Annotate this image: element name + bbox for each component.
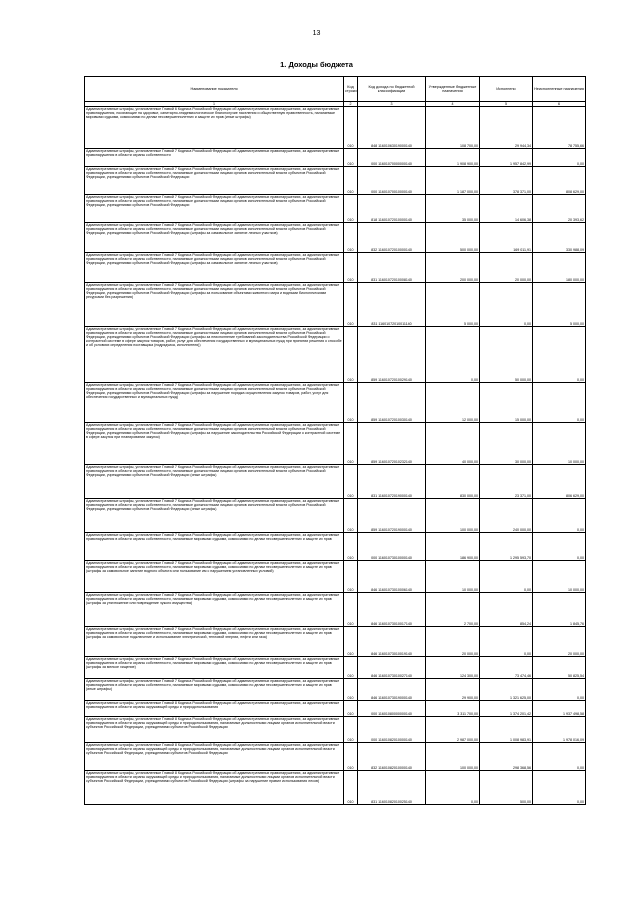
row-line-code: 010 [344,327,358,383]
table-row [85,743,586,771]
row-executed-amount: 169 011,91 [480,223,533,253]
row-line-code: 010 [344,383,358,423]
row-description: Административные штрафы, установленные Главой 7 Кодекса Российской Федерации об административных правонарушениях, за административные правонарушения в области охраны собственности, налагаемые мировыми судьями, комиссиями по делам несовершеннолетних и защите их прав (штрафы за уничтожение или повреждение чужого имущества) [85,593,344,627]
row-executed-amount: 854,24 [480,593,533,627]
row-description: Административные штрафы, установленные Главой 8 Кодекса Российской Федерации об административных правонарушениях, за административные правонарушения в области охраны окружающей среды и природопользования [85,701,344,717]
row-unexecuted-amount: 0,00 [533,149,586,167]
row-unexecuted-amount: 1 937 498,58 [533,701,586,717]
row-classification-code: 846 11601073010006140 [358,561,426,593]
column-header: Исполнено [480,77,533,102]
row-executed-amount: 240 000,00 [480,499,533,533]
row-unexecuted-amount: 10 000,00 [533,561,586,593]
table-row [85,561,586,593]
table-row [85,383,586,423]
row-line-code: 010 [344,283,358,327]
row-classification-code: 846 11601073019000140 [358,679,426,701]
column-number: 4 [426,102,480,107]
row-approved-amount: 3 311 700,00 [426,701,480,717]
row-classification-code: 846 11601073010019140 [358,627,426,657]
row-executed-amount: 1 374 201,42 [480,701,533,717]
row-description: Административные штрафы, установленные Главой 7 Кодекса Российской Федерации об административных правонарушениях, за административные правонарушения в области охраны собственности, налагаемые должностными лицами органов исполнительной власти субъектов Российской Федерации, учреждениями субъектов Российской Федерации (иные штрафы) [85,465,344,499]
row-line-code: 010 [344,253,358,283]
row-classification-code: 832 11601082010000140 [358,743,426,771]
row-line-code: 010 [344,679,358,701]
row-approved-amount: 2 700,00 [426,593,480,627]
row-classification-code: 848 11601063019000140 [358,107,426,149]
column-header: Наименование показателя [85,77,344,102]
row-description: Административные штрафы, установленные Главой 7 Кодекса Российской Федерации об административных правонарушениях, за административные правонарушения в области охраны собственности, налагаемые мировыми судьями, комиссиями по делам несовершеннолетних и защите их прав (штрафы за самовольное занятие водного объекта или пользование им с нарушением установленных условий) [85,561,344,593]
row-executed-amount: 0,00 [480,561,533,593]
column-number: 1 [85,102,344,107]
row-unexecuted-amount: 20 393,62 [533,195,586,223]
table-row [85,423,586,465]
row-description: Административные штрафы, установленные Главой 7 Кодекса Российской Федерации об административных правонарушениях, за административные правонарушения в области охраны собственности, налагаемые должностными лицами органов исполнительной власти субъектов Российской Федерации, учреждениями субъектов Российской Федерации (штрафы за нарушение законодательства Российской Федерации о контрактной системе в сфере закупок при планировании закупок) [85,423,344,465]
row-executed-amount: 23 371,00 [480,465,533,499]
row-approved-amount: 5 000,00 [426,283,480,327]
row-line-code: 010 [344,717,358,743]
row-unexecuted-amount: 1 845,76 [533,593,586,627]
row-executed-amount: 20 000,00 [480,253,533,283]
row-line-code: 010 [344,499,358,533]
row-description: Административные штрафы, установленные Главой 7 Кодекса Российской Федерации об административных правонарушениях, за административные правонарушения в области охраны собственности [85,149,344,167]
row-line-code: 010 [344,771,358,805]
row-classification-code: 832 11601072010000140 [358,223,426,253]
table-header-row [85,77,586,102]
row-approved-amount: 124 300,00 [426,657,480,679]
table-row [85,107,586,149]
row-executed-amount: 1 295 593,70 [480,533,533,561]
row-description: Административные штрафы, установленные Главой 7 Кодекса Российской Федерации об административных правонарушениях, за административные правонарушения в области охраны собственности, налагаемые мировыми судьями, комиссиями по делам несовершеннолетних и защите их прав (штрафы за самовольное подключение и использование электрической, тепловой энергии, нефти или газа) [85,627,344,657]
row-approved-amount: 29 900,00 [426,679,480,701]
row-unexecuted-amount: 0,00 [533,383,586,423]
row-unexecuted-amount: 0,00 [533,679,586,701]
row-approved-amount: 108 700,00 [426,107,480,149]
row-classification-code: 831 11601072010011140 [358,283,426,327]
column-header: Неисполненные назначения [533,77,586,102]
row-executed-amount: 1 321 625,00 [480,679,533,701]
budget-income-table [84,76,586,805]
row-description: Административные штрафы, установленные Главой 6 Кодекса Российской Федерации об административных правонарушениях, за административные правонарушения, посягающие на здоровье, санитарно-эпидемиологическое благополучие населения и общественную нравственность, налагаемые мировыми судьями, комиссиями по делам несовершеннолетних и защите их прав (иные штрафы) [85,107,344,149]
row-line-code: 010 [344,533,358,561]
table-row [85,701,586,717]
row-approved-amount: 10 000,00 [426,561,480,593]
row-classification-code: 000 11601070000000140 [358,149,426,167]
row-executed-amount: 14 606,38 [480,195,533,223]
row-unexecuted-amount: 808 629,00 [533,167,586,195]
row-classification-code: 859 11601072010030140 [358,383,426,423]
row-executed-amount: 0,00 [480,283,533,327]
table-row [85,465,586,499]
row-unexecuted-amount: 0,00 [533,499,586,533]
table-row [85,195,586,223]
row-line-code: 010 [344,195,358,223]
row-unexecuted-amount: 180 000,00 [533,253,586,283]
column-header: Код дохода по бюджетной классификации [358,77,426,102]
table-row [85,533,586,561]
row-line-code: 010 [344,627,358,657]
row-classification-code: 000 11601070010000140 [358,167,426,195]
row-approved-amount: 0,00 [426,771,480,805]
table-row [85,149,586,167]
row-approved-amount: 2 987 000,00 [426,717,480,743]
column-header: Утвержденные бюджетные назначения [426,77,480,102]
row-description: Административные штрафы, установленные Главой 7 Кодекса Российской Федерации об административных правонарушениях, за административные правонарушения в области охраны собственности, налагаемые мировыми судьями, комиссиями по делам несовершеннолетних и защите их прав (штрафы за мелкое хищение) [85,657,344,679]
table-row [85,679,586,701]
table-body [85,107,586,805]
row-approved-amount: 40 000,00 [426,423,480,465]
row-description: Административные штрафы, установленные Главой 8 Кодекса Российской Федерации об административных правонарушениях, за административные правонарушения в области охраны окружающей среды и природопользования, налагаемые должностными лицами органов исполнительной власти субъектов Российской Федерации, учреждениями субъектов Российской Федерации (штрафы за нарушение правил использования лесов) [85,771,344,805]
row-classification-code: 000 11601082010000140 [358,717,426,743]
row-classification-code: 831 11601072010008140 [358,253,426,283]
row-classification-code: 818 11601072010000140 [358,195,426,223]
table-row [85,771,586,805]
row-unexecuted-amount: 10 000,00 [533,423,586,465]
row-line-code: 010 [344,561,358,593]
row-classification-code: 000 11601080000000140 [358,701,426,717]
row-classification-code: 846 11601073010017140 [358,593,426,627]
row-line-code: 010 [344,657,358,679]
row-approved-amount: 830 000,00 [426,465,480,499]
row-executed-amount: 73 474,46 [480,657,533,679]
row-approved-amount: 0,00 [426,327,480,383]
table-row [85,593,586,627]
row-description: Административные штрафы, установленные Главой 7 Кодекса Российской Федерации об административных правонарушениях, за административные правонарушения в области охраны собственности, налагаемые мировыми судьями, комиссиями по делам несовершеннолетних и защите их прав [85,533,344,561]
table-row [85,283,586,327]
row-executed-amount: 298 368,56 [480,743,533,771]
row-classification-code: 859 11601072010029140 [358,327,426,383]
row-unexecuted-amount: 20 000,00 [533,627,586,657]
row-description: Административные штрафы, установленные Главой 7 Кодекса Российской Федерации об административных правонарушениях, за административные правонарушения в области охраны собственности, налагаемые должностными лицами органов исполнительной власти субъектов Российской Федерации, учреждениями субъектов Российской Федерации (штрафы за самовольное занятие лесных участков) [85,253,344,283]
row-line-code: 010 [344,423,358,465]
row-description: Административные штрафы, установленные Главой 7 Кодекса Российской Федерации об административных правонарушениях, за административные правонарушения в области охраны собственности, налагаемые должностными лицами органов исполнительной власти субъектов Российской Федерации, учреждениями субъектов Российской Федерации [85,195,344,223]
row-approved-amount: 20 000,00 [426,627,480,657]
column-number: 2 [344,102,358,107]
row-approved-amount: 186 900,00 [426,533,480,561]
row-approved-amount: 12 000,00 [426,383,480,423]
row-unexecuted-amount: 0,00 [533,327,586,383]
row-classification-code: 846 11601073010027140 [358,657,426,679]
column-number: 3 [358,102,426,107]
row-description: Административные штрафы, установленные Главой 7 Кодекса Российской Федерации об административных правонарушениях, за административные правонарушения в области охраны собственности, налагаемые должностными лицами органов исполнительной власти субъектов Российской Федерации, учреждениями субъектов Российской Федерации (штрафы за нарушение порядка осуществления закупок товаров, работ, услуг для обеспечения государственных и муниципальных нужд) [85,383,344,423]
row-unexecuted-amount: 0,00 [533,743,586,771]
row-executed-amount: 500,00 [480,771,533,805]
row-unexecuted-amount: 50 825,54 [533,657,586,679]
row-executed-amount: 1 957 842,99 [480,149,533,167]
row-approved-amount: 200 000,00 [426,253,480,283]
row-approved-amount: 100 000,00 [426,743,480,771]
row-unexecuted-amount: 0,00 [533,771,586,805]
row-description: Административные штрафы, установленные Главой 7 Кодекса Российской Федерации об административных правонарушениях, за административные правонарушения в области охраны собственности, налагаемые мировыми судьями, комиссиями по делам несовершеннолетних и защите их прав (иные штрафы) [85,679,344,701]
row-classification-code: 859 11601072019000140 [358,499,426,533]
row-classification-code: 831 11601072019000140 [358,465,426,499]
row-executed-amount: 15 000,00 [480,383,533,423]
row-description: Административные штрафы, установленные Главой 7 Кодекса Российской Федерации об административных правонарушениях, за административные правонарушения в области охраны собственности, налагаемые должностными лицами органов исполнительной власти субъектов Российской Федерации, учреждениями субъектов Российской Федерации (штрафы за пользование объектами животного мира и водными биологическими ресурсами без разрешения) [85,283,344,327]
table-row [85,167,586,195]
row-unexecuted-amount: 0,00 [533,533,586,561]
row-executed-amount: 29 944,34 [480,107,533,149]
row-line-code: 010 [344,223,358,253]
row-classification-code: 831 11601082010025140 [358,771,426,805]
row-unexecuted-amount: 330 988,09 [533,223,586,253]
row-approved-amount: 1 908 900,00 [426,149,480,167]
row-unexecuted-amount: 806 629,00 [533,465,586,499]
row-line-code: 010 [344,149,358,167]
column-number: 6 [533,102,586,107]
row-executed-amount: 30 000,00 [480,423,533,465]
table-row [85,717,586,743]
page-title: 1. Доходы бюджета [280,60,353,69]
row-classification-code: 000 11601073010000140 [358,533,426,561]
row-unexecuted-amount: 78 755,66 [533,107,586,149]
row-description: Административные штрафы, установленные Главой 7 Кодекса Российской Федерации об административных правонарушениях, за административные правонарушения в области охраны собственности, налагаемые должностными лицами органов исполнительной власти субъектов Российской Федерации, учреждениями субъектов Российской Федерации [85,167,344,195]
table-row [85,327,586,383]
row-description: Административные штрафы, установленные Главой 7 Кодекса Российской Федерации об административных правонарушениях, за административные правонарушения в области охраны собственности, налагаемые должностными лицами органов исполнительной власти субъектов Российской Федерации, учреждениями субъектов Российской Федерации (иные штрафы) [85,499,344,533]
row-description: Административные штрафы, установленные Главой 8 Кодекса Российской Федерации об административных правонарушениях, за административные правонарушения в области охраны окружающей среды и природопользования, налагаемые должностными лицами органов исполнительной власти субъектов Российской Федерации, учреждениями субъектов Российской Федерации [85,717,344,743]
table-row [85,223,586,253]
row-line-code: 010 [344,701,358,717]
row-classification-code: 859 11601072010232140 [358,423,426,465]
row-executed-amount: 50 000,00 [480,327,533,383]
row-line-code: 010 [344,743,358,771]
row-description: Административные штрафы, установленные Главой 8 Кодекса Российской Федерации об административных правонарушениях, за административные правонарушения в области охраны окружающей среды и природопользования, налагаемые должностными лицами органов исполнительной власти субъектов Российской Федерации, учреждениями субъектов Российской Федерации [85,743,344,771]
row-description: Административные штрафы, установленные Главой 7 Кодекса Российской Федерации об административных правонарушениях, за административные правонарушения в области охраны собственности, налагаемые должностными лицами органов исполнительной власти субъектов Российской Федерации, учреждениями субъектов Российской Федерации (штрафы за неисполнение требований законодательства Российской Федерации о контрактной системе в сфере закупок товаров, работ, услуг для обеспечения государственных и муниципальных нужд при принятии решения о способе и об условиях определения поставщика (подрядчика, исполнителя)) [85,327,344,383]
table-row [85,627,586,657]
column-header: Код строки [344,77,358,102]
row-line-code: 010 [344,167,358,195]
table-row [85,499,586,533]
row-approved-amount: 100 000,00 [426,499,480,533]
row-approved-amount: 35 000,00 [426,195,480,223]
row-executed-amount: 1 008 983,91 [480,717,533,743]
row-line-code: 010 [344,593,358,627]
table-row [85,657,586,679]
row-executed-amount: 0,00 [480,627,533,657]
row-unexecuted-amount: 5 000,00 [533,283,586,327]
row-unexecuted-amount: 1 978 016,09 [533,717,586,743]
row-description: Административные штрафы, установленные Главой 7 Кодекса Российской Федерации об административных правонарушениях, за административные правонарушения в области охраны собственности, налагаемые должностными лицами органов исполнительной власти субъектов Российской Федерации, учреждениями субъектов Российской Федерации (штрафы за самовольное занятие лесных участков) [85,223,344,253]
row-approved-amount: 1 187 000,00 [426,167,480,195]
page-number: 13 [312,30,321,37]
column-number: 5 [480,102,533,107]
table-row [85,253,586,283]
row-executed-amount: 378 371,00 [480,167,533,195]
row-line-code: 010 [344,107,358,149]
row-approved-amount: 500 000,00 [426,223,480,253]
row-line-code: 010 [344,465,358,499]
